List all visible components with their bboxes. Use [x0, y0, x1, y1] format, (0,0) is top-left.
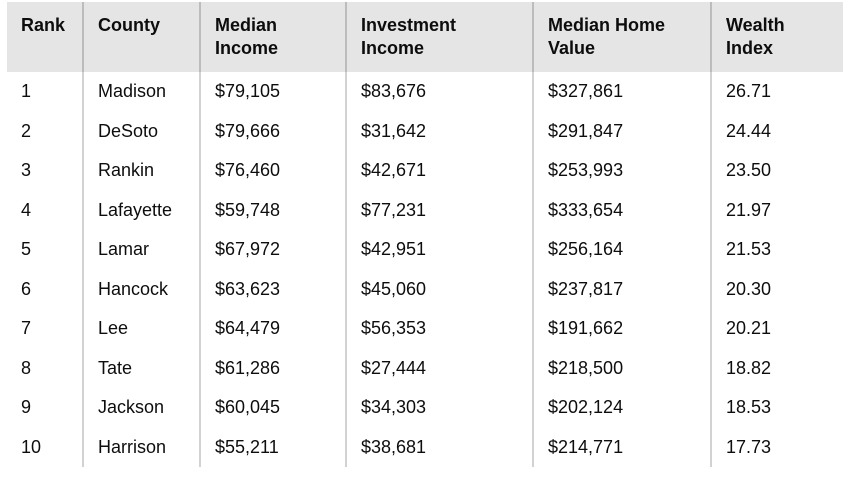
cell-county: Hancock: [83, 270, 200, 310]
header-row: [7, 2, 843, 72]
cell-median-home-value: $237,817: [533, 270, 711, 310]
column-header-label: Wealth Index: [726, 15, 785, 58]
cell-median-home-value: $256,164: [533, 230, 711, 270]
cell-median-income: $67,972: [200, 230, 346, 270]
table-row: [7, 388, 843, 428]
cell-county: Tate: [83, 349, 200, 389]
column-header-investment-income: [346, 2, 533, 72]
cell-median-income: $59,748: [200, 191, 346, 231]
cell-county: Lee: [83, 309, 200, 349]
cell-median-home-value: $191,662: [533, 309, 711, 349]
cell-median-income: $76,460: [200, 151, 346, 191]
cell-investment-income: $83,676: [346, 72, 533, 112]
column-header-label: Investment Income: [361, 15, 457, 58]
cell-median-income: $60,045: [200, 388, 346, 428]
cell-investment-income: $27,444: [346, 349, 533, 389]
cell-investment-income: $56,353: [346, 309, 533, 349]
cell-median-income: $61,286: [200, 349, 346, 389]
cell-wealth-index: 20.30: [711, 270, 843, 310]
cell-median-home-value: $333,654: [533, 191, 711, 231]
cell-county: Harrison: [83, 428, 200, 468]
table-row: [7, 112, 843, 152]
table-row: [7, 72, 843, 112]
cell-investment-income: $42,951: [346, 230, 533, 270]
cell-rank: 10: [21, 436, 42, 457]
cell-wealth-index: 18.53: [711, 388, 843, 428]
column-header-median-home-value: [533, 2, 711, 72]
cell-investment-income: $45,060: [346, 270, 533, 310]
cell-county: Lafayette: [83, 191, 200, 231]
column-header-label: Median Home Value: [548, 15, 666, 58]
cell-wealth-index: 24.44: [711, 112, 843, 152]
cell-rank: 7: [21, 318, 32, 339]
cell-rank: 5: [21, 239, 32, 260]
cell-median-home-value: $214,771: [533, 428, 711, 468]
column-header-median-income: [200, 2, 346, 72]
column-header-label: County: [98, 15, 160, 35]
table-row: [7, 270, 843, 310]
cell-median-home-value: $253,993: [533, 151, 711, 191]
cell-wealth-index: 20.21: [711, 309, 843, 349]
column-header-rank: [7, 2, 83, 72]
cell-rank: 8: [21, 357, 32, 378]
cell-county: Jackson: [83, 388, 200, 428]
table-header: [7, 2, 843, 72]
cell-wealth-index: 21.53: [711, 230, 843, 270]
cell-investment-income: $42,671: [346, 151, 533, 191]
cell-median-home-value: $291,847: [533, 112, 711, 152]
cell-wealth-index: 17.73: [711, 428, 843, 468]
cell-rank: 9: [21, 397, 32, 418]
cell-rank: 1: [21, 81, 32, 102]
cell-median-income: $55,211: [200, 428, 346, 468]
cell-median-home-value: $327,861: [533, 72, 711, 112]
cell-county: Rankin: [83, 151, 200, 191]
table-row: [7, 230, 843, 270]
cell-median-income: $79,105: [200, 72, 346, 112]
cell-wealth-index: 26.71: [711, 72, 843, 112]
cell-investment-income: $38,681: [346, 428, 533, 468]
cell-county: Lamar: [83, 230, 200, 270]
cell-median-income: $64,479: [200, 309, 346, 349]
column-header-wealth-index: [711, 2, 843, 72]
cell-rank: 2: [21, 120, 32, 141]
cell-county: Madison: [83, 72, 200, 112]
cell-wealth-index: 23.50: [711, 151, 843, 191]
county-wealth-table-container: [7, 2, 843, 467]
cell-wealth-index: 18.82: [711, 349, 843, 389]
cell-investment-income: $34,303: [346, 388, 533, 428]
cell-rank: 6: [21, 278, 32, 299]
table-row: [7, 151, 843, 191]
table-row: [7, 428, 843, 468]
cell-county: DeSoto: [83, 112, 200, 152]
table-row: [7, 309, 843, 349]
cell-median-income: $79,666: [200, 112, 346, 152]
cell-investment-income: $77,231: [346, 191, 533, 231]
table-row: [7, 349, 843, 389]
table-row: [7, 191, 843, 231]
cell-rank: 3: [21, 160, 32, 181]
county-wealth-table: [7, 2, 843, 467]
column-header-label: Rank: [21, 15, 66, 35]
column-header-county: [83, 2, 200, 72]
cell-investment-income: $31,642: [346, 112, 533, 152]
cell-median-home-value: $218,500: [533, 349, 711, 389]
table-body: [7, 72, 843, 467]
column-header-label: Median Income: [215, 15, 279, 58]
cell-median-income: $63,623: [200, 270, 346, 310]
cell-wealth-index: 21.97: [711, 191, 843, 231]
cell-median-home-value: $202,124: [533, 388, 711, 428]
cell-rank: 4: [21, 199, 32, 220]
